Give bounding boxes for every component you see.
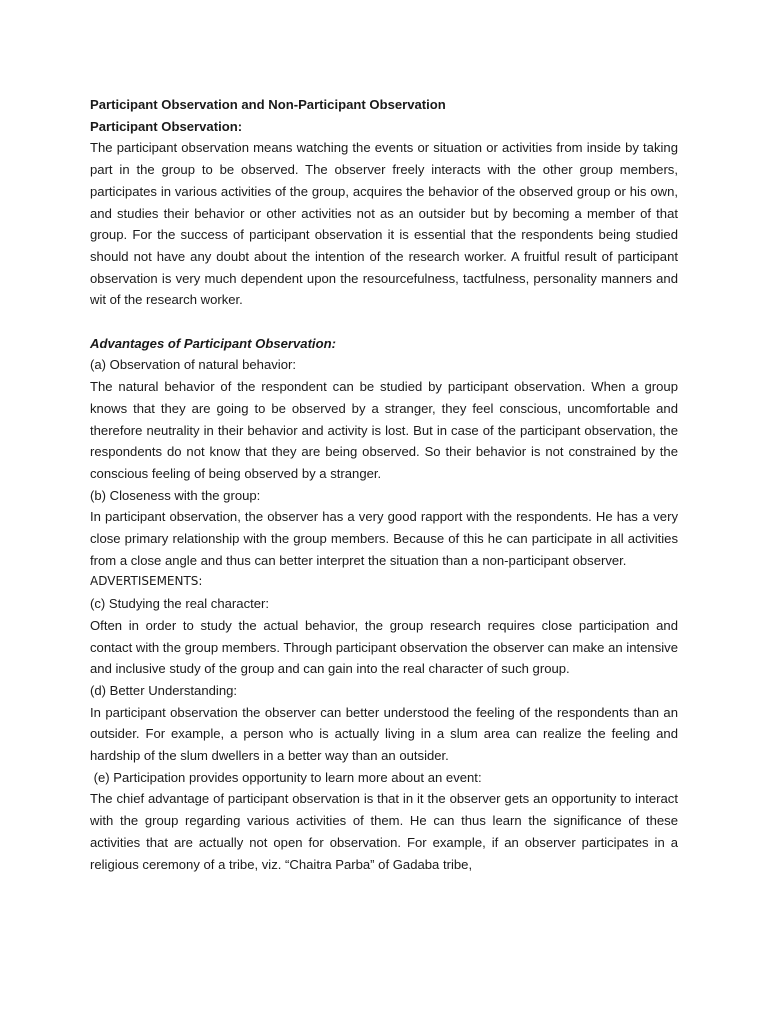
sub-heading-d: (d) Better Understanding: — [90, 682, 238, 698]
paragraph-c: Often in order to study the actual behavior, the group research requires close participation and contact with the group members. Through participant observation the observer can make an intensive and inclusive study of the group and can gain into the real character of such group. — [90, 617, 678, 677]
paragraph-a: The natural behavior of the respondent can be studied by participant observation. When a group knows that they are going to be observed by a stranger, they feel conscious, uncomfortable and therefore neutrality in their behavior and activity is lost. But in case of the participant observation, the respondents do not know that they are being observed. So their behavior is not constrained by the conscious feeling of being observed by a stranger. — [90, 379, 678, 481]
advertisements-label: ADVERTISEMENTS: — [90, 574, 203, 589]
sub-heading-e: (e) Participation provides opportunity to learn more about an event: — [90, 769, 482, 785]
intro-paragraph: The participant observation means watching the events or situation or activities from inside by taking part in the group to be observed. The observer freely interacts with the other group members, participates in various activities of the group, acquires the behavior of the observed group or his own, and studies their behavior or other activities not as an outsider but by becoming a member of that group. For the success of participant observation it is essential that the respondents being studied should not have any doubt about the intention of the research worker. A fruitful result of participant observation is very much dependent upon the resourcefulness, tactfulness, personality manners and wit of the research worker. — [90, 140, 678, 308]
paragraph-gap — [90, 311, 678, 333]
sub-heading-c: (c) Studying the real character: — [90, 596, 270, 612]
document-page — [90, 94, 678, 875]
section-heading: Participant Observation: — [90, 118, 243, 134]
document-title: Participant Observation and Non-Participant Observation — [90, 97, 446, 112]
paragraph-b: In participant observation, the observer has a very good rapport with the respondents. He has a very close primary relationship with the group members. Because of this he can participate in all activities from a close angle and thus can better interpret the situation than a non-participant observer. — [90, 509, 678, 568]
paragraph-d: In participant observation the observer can better understood the feeling of the respondents than an outsider. For example, a person who is actually living in a slum area can realize the feeling and hardship of the slum dwellers in a better way than an outsider. — [90, 704, 678, 764]
advantages-heading: Advantages of Participant Observation: — [90, 335, 336, 351]
paragraph-e: The chief advantage of participant observation is that in it the observer gets an opportunity to interact with the group regarding various activities of them. He can thus learn the significance of these activities that are actually not open for observation. For example, if an observer participates in a religious ceremony of a tribe, viz. “Chaitra Parba” of Gadaba tribe, — [90, 791, 678, 872]
sub-heading-b: (b) Closeness with the group: — [90, 487, 261, 503]
sub-heading-a: (a) Observation of natural behavior: — [90, 357, 296, 373]
